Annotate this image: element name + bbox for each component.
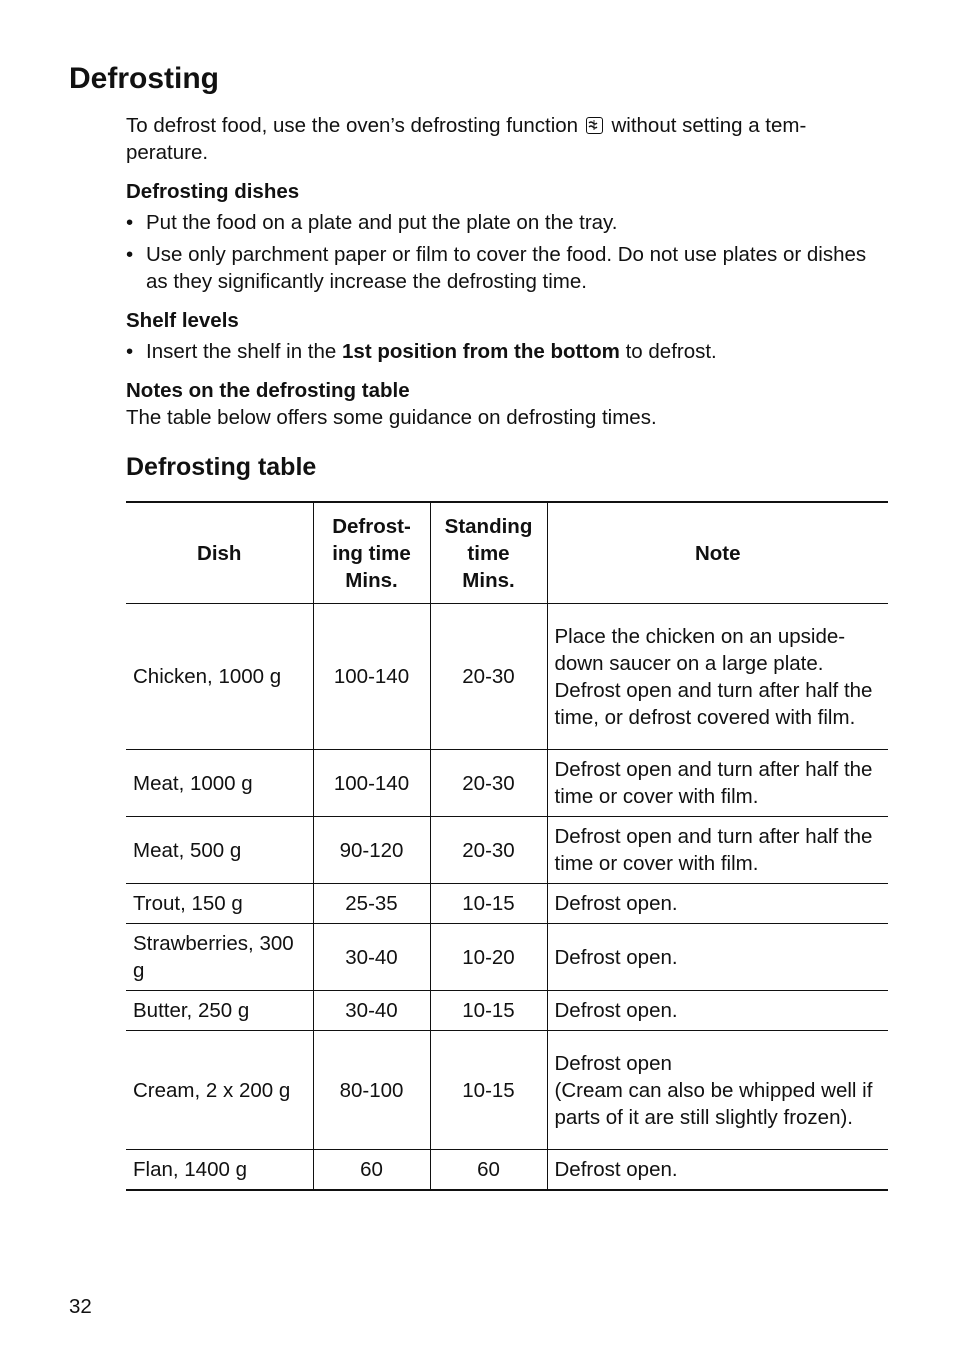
cell-note: Defrost open. bbox=[547, 1150, 888, 1191]
table-row bbox=[126, 924, 888, 991]
table-row bbox=[126, 1150, 888, 1191]
cell-dish: Butter, 250 g bbox=[126, 991, 313, 1031]
list-item bbox=[126, 338, 886, 365]
cell-note: Place the chicken on an upside-down saucer on a large plate. Defrost open and turn after half the time, or defrost covered with film. bbox=[547, 604, 888, 750]
list-item bbox=[126, 209, 886, 236]
shelf-levels-heading: Shelf levels bbox=[126, 309, 239, 332]
page-number: 32 bbox=[69, 1295, 92, 1318]
cell-note: Defrost open. bbox=[547, 991, 888, 1031]
list-item-text: Use only parchment paper or film to cover the food. Do not use plates or dishes as they significantly increase the defrosting time. bbox=[146, 243, 867, 293]
cell-dish: Strawberries, 300 g bbox=[126, 924, 313, 991]
bullet-icon: • bbox=[126, 340, 134, 363]
cell-standing-time: 60 bbox=[430, 1150, 547, 1191]
list-item-text: to defrost. bbox=[625, 340, 717, 363]
cell-dish: Meat, 1000 g bbox=[126, 750, 313, 817]
cell-dish: Trout, 150 g bbox=[126, 884, 313, 924]
cell-note: Defrost open. bbox=[547, 924, 888, 991]
intro-text-line2: perature. bbox=[126, 141, 209, 164]
cell-dish: Meat, 500 g bbox=[126, 817, 313, 884]
defrosting-table bbox=[126, 501, 888, 1191]
header-note: Note bbox=[547, 502, 888, 604]
table-row bbox=[126, 817, 888, 884]
intro-section bbox=[126, 112, 886, 431]
cell-defrost-time: 60 bbox=[313, 1150, 430, 1191]
cell-defrost-time: 25-35 bbox=[313, 884, 430, 924]
cell-standing-time: 10-15 bbox=[430, 884, 547, 924]
cell-defrost-time: 100-140 bbox=[313, 604, 430, 750]
table-row bbox=[126, 884, 888, 924]
list-item bbox=[126, 241, 886, 295]
cell-dish: Chicken, 1000 g bbox=[126, 604, 313, 750]
defrost-function-icon bbox=[586, 117, 603, 134]
cell-standing-time: 10-15 bbox=[430, 991, 547, 1031]
table-row bbox=[126, 1031, 888, 1150]
bullet-icon: • bbox=[126, 243, 134, 266]
table-row bbox=[126, 750, 888, 817]
cell-dish: Cream, 2 x 200 g bbox=[126, 1031, 313, 1150]
page-title: Defrosting bbox=[69, 62, 219, 95]
intro-paragraph bbox=[126, 112, 886, 166]
cell-standing-time: 10-15 bbox=[430, 1031, 547, 1150]
table-title: Defrosting table bbox=[126, 453, 317, 481]
notes-text: The table below offers some guidance on defrosting times. bbox=[126, 406, 657, 429]
cell-defrost-time: 100-140 bbox=[313, 750, 430, 817]
cell-standing-time: 20-30 bbox=[430, 604, 547, 750]
cell-note: Defrost open (Cream can also be whipped well if parts of it are still slightly frozen). bbox=[547, 1031, 888, 1150]
header-defrosting-time: Defrost- ing time Mins. bbox=[313, 502, 430, 604]
cell-note: Defrost open and turn after half the time or cover with film. bbox=[547, 817, 888, 884]
cell-defrost-time: 30-40 bbox=[313, 924, 430, 991]
header-standing-time: Standing time Mins. bbox=[430, 502, 547, 604]
table-header-row bbox=[126, 502, 888, 604]
header-dish: Dish bbox=[126, 502, 313, 604]
cell-standing-time: 20-30 bbox=[430, 750, 547, 817]
cell-defrost-time: 80-100 bbox=[313, 1031, 430, 1150]
cell-note: Defrost open and turn after half the time or cover with film. bbox=[547, 750, 888, 817]
list-item-text: Put the food on a plate and put the plate on the tray. bbox=[146, 211, 618, 234]
cell-note: Defrost open. bbox=[547, 884, 888, 924]
cell-standing-time: 10-20 bbox=[430, 924, 547, 991]
list-item-emphasis: 1st position from the bottom bbox=[342, 340, 620, 363]
table-row bbox=[126, 991, 888, 1031]
cell-defrost-time: 30-40 bbox=[313, 991, 430, 1031]
intro-text: To defrost food, use the oven’s defrosting function bbox=[126, 114, 579, 137]
intro-text-continued: without setting a tem- bbox=[611, 114, 807, 137]
table-row bbox=[126, 604, 888, 750]
cell-standing-time: 20-30 bbox=[430, 817, 547, 884]
cell-dish: Flan, 1400 g bbox=[126, 1150, 313, 1191]
cell-defrost-time: 90-120 bbox=[313, 817, 430, 884]
notes-heading: Notes on the defrosting table bbox=[126, 379, 410, 402]
bullet-icon: • bbox=[126, 211, 134, 234]
list-item-text: Insert the shelf in the bbox=[146, 340, 337, 363]
defrosting-dishes-heading: Defrosting dishes bbox=[126, 180, 300, 203]
